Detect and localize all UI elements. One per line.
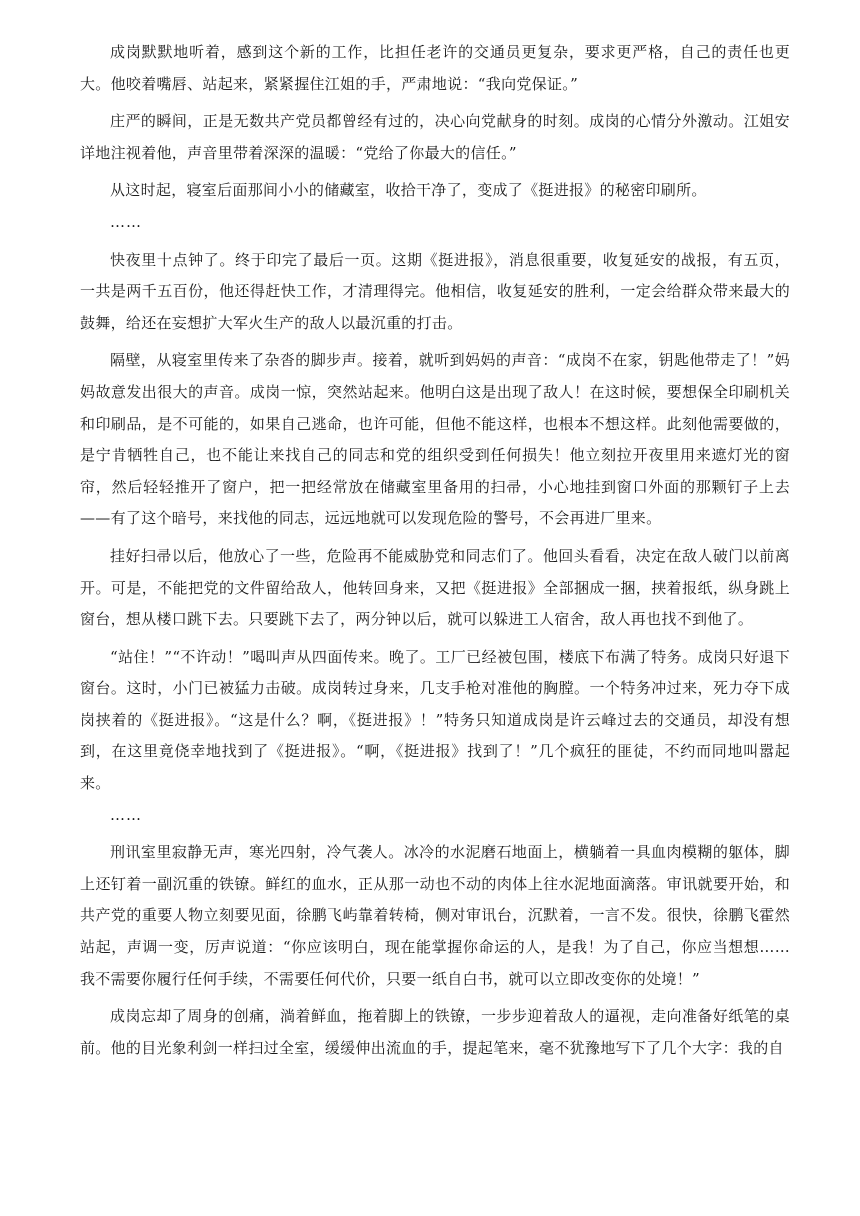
paragraph: “站住！”“不许动！”喝叫声从四面传来。晚了。工厂已经被包围，楼底下布满了特务。成岗只好退下窗台。这时，小门已被猛力击破。成岗转过身来，几支手枪对准他的胸膛。一个特务冲过来，死力夺下成岗挟着的《挺进报》。“这是什么？啊，《挺进报》！”特务只知道成岗是许云峰过去的交通员，却没有想到，在这里竟侥幸地找到了《挺进报》。“啊，《挺进报》找到了！”几个疯狂的匪徒，不约而同地叫嚣起来。 (80, 647, 790, 793)
ellipsis-separator: …… (110, 212, 142, 231)
paragraph: 成岗忘却了周身的创痛，淌着鲜血，拖着脚上的铁镣，一步步迎着敌人的逼视，走向准备好纸笔的桌前。他的目光象利剑一样扫过全室，缓缓伸出流血的手，提起笔来，毫不犹豫地写下了几个大字：我的自 (80, 1007, 790, 1057)
paragraph: 庄严的瞬间，正是无数共产党员都曾经有过的，决心向党献身的时刻。成岗的心情分外激动。江姐安详地注视着他，声音里带着深深的温暖：“党给了你最大的信任。” (80, 112, 790, 162)
paragraph: 成岗默默地听着，感到这个新的工作，比担任老许的交通员更复杂，要求更严格，自己的责任也更大。他咬着嘴唇、站起来，紧紧握住江姐的手，严肃地说：“我向党保证。” (80, 43, 790, 93)
paragraph: 隔壁，从寝室里传来了杂沓的脚步声。接着，就听到妈妈的声音：“成岗不在家，钥匙他带走了！”妈妈故意发出很大的声音。成岗一惊，突然站起来。他明白这是出现了敌人！在这时候，要想保全印刷机关和印刷品，是不可能的，如果自己逃命，也许可能，但他不能这样，也根本不想这样。此刻他需要做的，是宁肯牺牲自己，也不能让来找自己的同志和党的组织受到任何损失！他立刻拉开夜里用来遮灯光的窗帘，然后轻轻推开了窗户，把一把经常放在储藏室里备用的扫帚，小心地挂到窗口外面的那颗钉子上去——有了这个暗号，来找他的同志，远远地就可以发现危险的警号，不会再进厂里来。 (80, 351, 790, 528)
paragraph: 从这时起，寝室后面那间小小的储藏室，收拾干净了，变成了《挺进报》的秘密印刷所。 (110, 181, 707, 200)
ellipsis-separator: …… (110, 805, 142, 824)
paragraph: 挂好扫帚以后，他放心了一些，危险再不能威胁党和同志们了。他回头看看，决定在敌人破门以前离开。可是，不能把党的文件留给敌人，他转回身来，又把《挺进报》全部捆成一捆，挟着报纸，纵身跳上窗台，想从楼口跳下去。只要跳下去了，两分钟以后，就可以躲进工人宿舍，敌人再也找不到他了。 (80, 546, 790, 629)
document-body (80, 37, 790, 1064)
paragraph: 快夜里十点钟了。终于印完了最后一页。这期《挺进报》，消息很重要，收复延安的战报，有五页，一共是两千五百份，他还得赶快工作，才清理得完。他相信，收复延安的胜利，一定会给群众带来最大的鼓舞，给还在妄想扩大军火生产的敌人以最沉重的打击。 (80, 250, 790, 332)
paragraph: 刑讯室里寂静无声，寒光四射，冷气袭人。冰冷的水泥磨石地面上，横躺着一具血肉模糊的躯体，脚上还钉着一副沉重的铁镣。鲜红的血水，正从那一动也不动的肉体上往水泥地面滴落。审讯就要开始，和共产党的重要人物立刻要见面，徐鹏飞屿靠着转椅，侧对审讯台，沉默着，一言不发。很快，徐鹏飞霍然站起，声调一变，厉声说道：“你应该明白，现在能掌握你命运的人，是我！为了自己，你应当想想……我不需要你履行任何手续，不需要任何代价，只要一纸自白书，就可以立即改变你的处境！” (80, 843, 790, 988)
